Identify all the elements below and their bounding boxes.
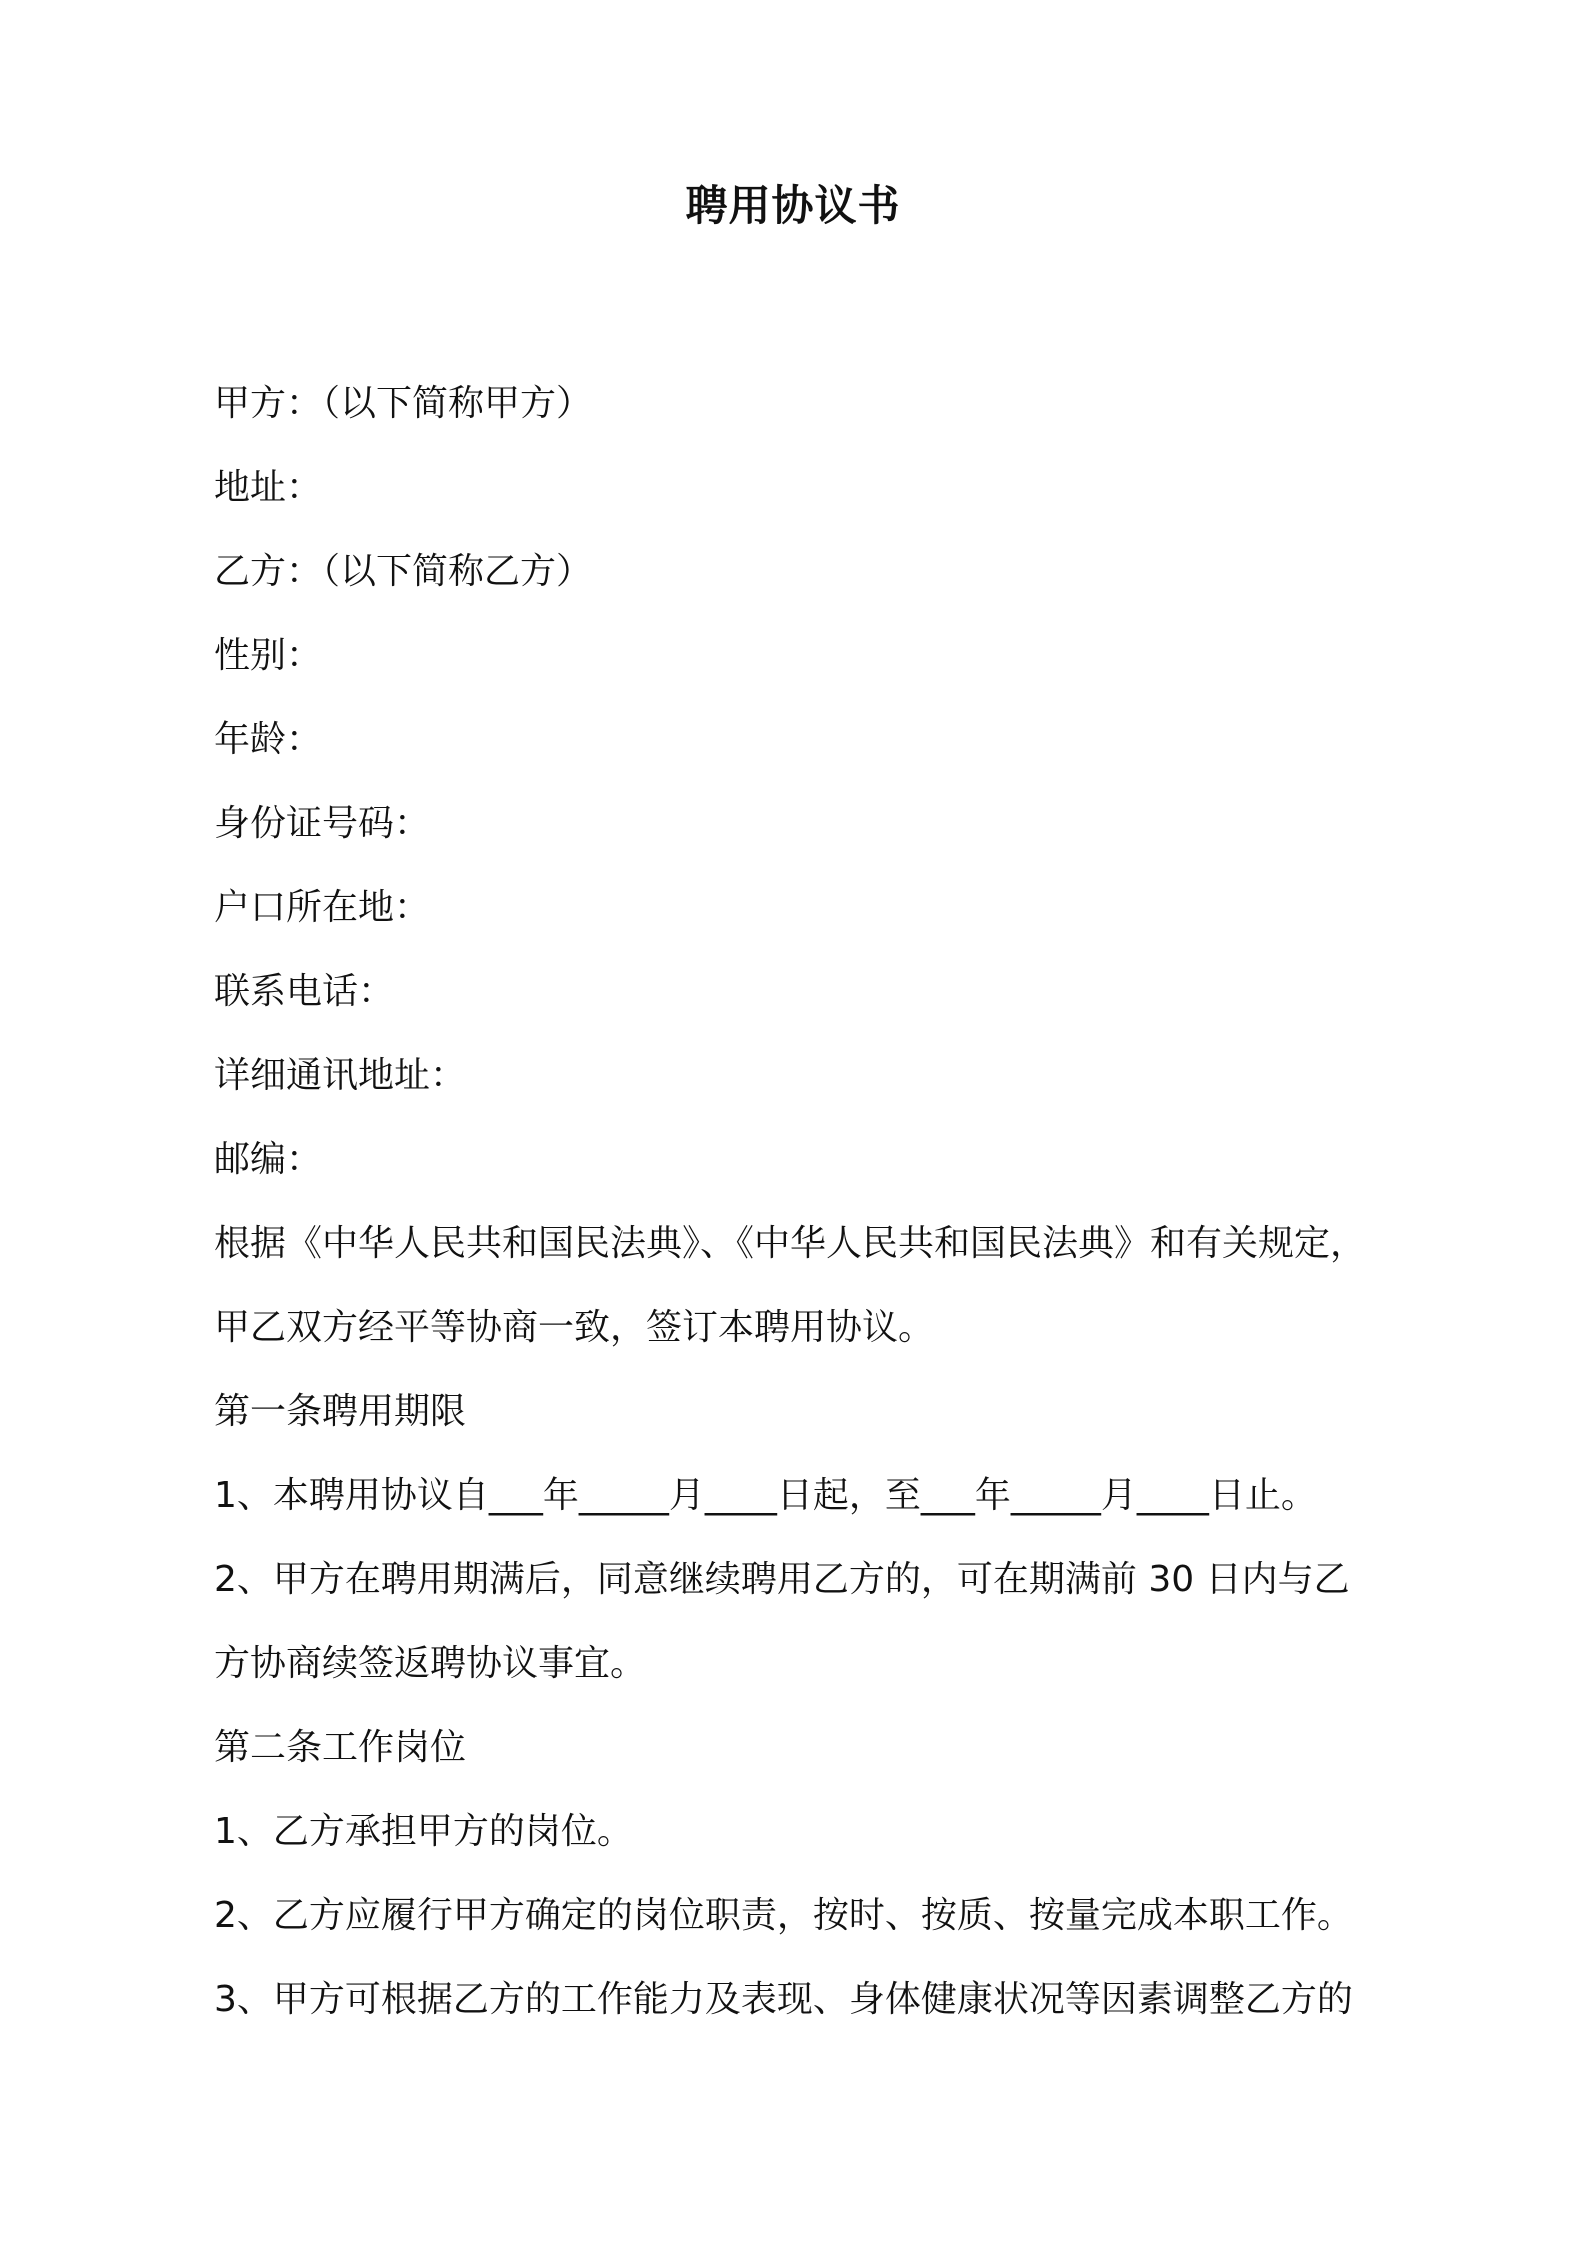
address-line: 地址： [214,467,323,508]
postal-code-line: 邮编： [214,1139,323,1180]
document-body [214,362,1394,2042]
document-title: 聘用协议书 [685,181,901,230]
mailing-address-line: 详细通讯地址： [214,1055,467,1096]
article-1-clause-2: 2、甲方在聘用期满后，同意继续聘用乙方的，可在期满前 30 日内与乙 [214,1559,1350,1600]
party-a-line: 甲方：（以下简称甲方） [214,383,593,424]
gender-line: 性别： [214,635,323,676]
article-2-clause-1: 1、乙方承担甲方的岗位。 [214,1811,633,1852]
age-line: 年龄： [214,719,323,760]
preamble-line-1: 根据《中华人民共和国民法典》、《中华人民共和国民法典》和有关规定， [214,1223,1367,1264]
preamble-line-2: 甲乙双方经平等协商一致，签订本聘用协议。 [214,1307,935,1348]
article-1-heading: 第一条聘用期限 [214,1391,467,1432]
article-1-clause-1: 1、本聘用协议自___年_____月____日起，至___年_____月____日止。 [214,1475,1317,1516]
article-2-clause-3: 3、甲方可根据乙方的工作能力及表现、身体健康状况等因素调整乙方的 [214,1979,1353,2020]
phone-line: 联系电话： [214,971,395,1012]
household-registration-line: 户口所在地： [214,887,431,928]
article-1-clause-2-continued: 方协商续签返聘协议事宜。 [214,1643,647,1684]
article-2-clause-2: 2、乙方应履行甲方确定的岗位职责，按时、按质、按量完成本职工作。 [214,1895,1353,1936]
id-number-line: 身份证号码： [214,803,431,844]
party-b-line: 乙方：（以下简称乙方） [214,551,593,592]
article-2-heading: 第二条工作岗位 [214,1727,467,1768]
